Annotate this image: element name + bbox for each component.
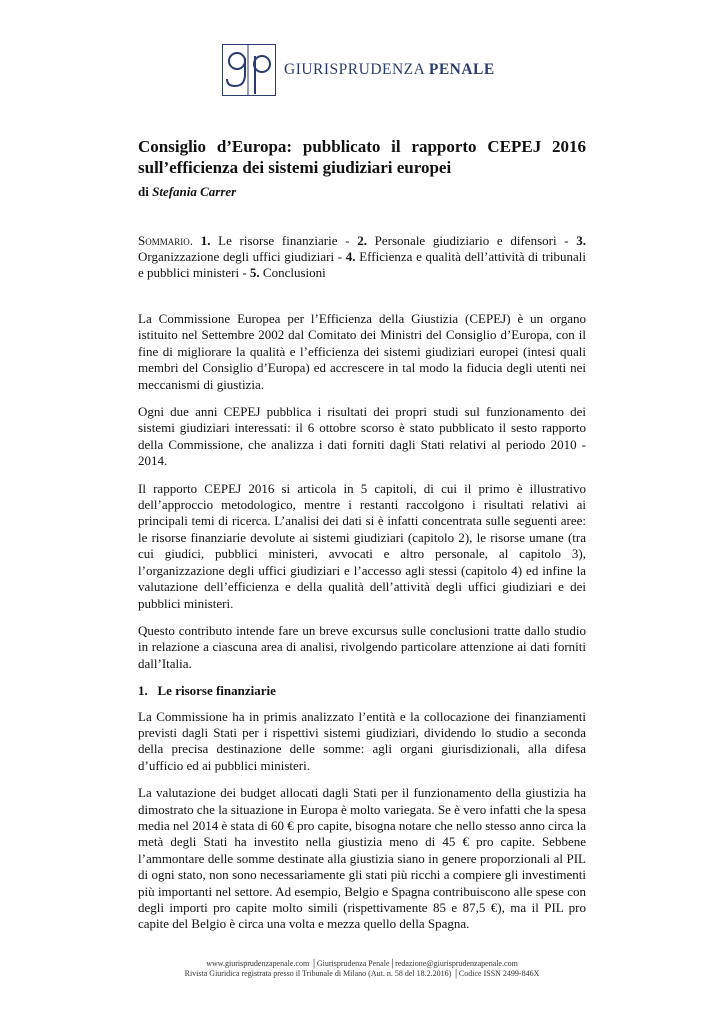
footer-line: www.giurisprudenzapenale.com │Giurisprudenza Penale│redazione@giurisprudenzapenale.com xyxy=(206,959,518,968)
summary-num: 2. xyxy=(357,233,367,248)
logo-text: GIURISPRUDENZA PENALE xyxy=(284,61,495,78)
summary-item: Le risorse finanziarie - xyxy=(218,233,350,248)
footer-line: Rivista Giuridica registrata presso il Tribunale di Milano (Aut. n. 58 del 18.2.2016) │Codice ISSN 2499-846X xyxy=(184,969,540,978)
article-body xyxy=(138,311,586,944)
page-footer xyxy=(0,959,724,979)
summary xyxy=(138,233,586,281)
article-title: Consiglio d’Europa: pubblicato il rapporto CEPEJ 2016 sull’efficienza dei sistemi giudiziari europei xyxy=(138,137,586,177)
body-paragraph: Il rapporto CEPEJ 2016 si articola in 5 capitoli, di cui il primo è illustrativo dell’approccio metodologico, mentre i restanti raccolgono i risultati relativi ai principali temi di ricerca. L’analisi dei dati si è infatti concentrata sulle seguenti aree: le risorse finanziarie devolute ai sistemi giudiziari (capitolo 2), le risorse umane (tra cui giudici, pubblici ministeri, avvocati e altro personale, al capitolo 3), l’organizzazione degli uffici giudiziari e l’accesso agli stessi (capitolo 4) ed infine la valutazione dell’efficienza e della qualità dell’attività degli uffici giudiziari e dei pubblici ministeri. xyxy=(138,480,586,611)
summary-item: Efficienza e qualità dell’attività di tribunali e pubblici ministeri - xyxy=(138,249,587,280)
author-prefix: di xyxy=(138,184,149,199)
summary-label: Sommario. xyxy=(138,233,193,248)
gp-monogram-icon xyxy=(222,44,276,96)
summary-num: 5. xyxy=(249,265,260,280)
summary-item: Personale giudiziario e difensori - xyxy=(374,233,569,248)
summary-num: 1. xyxy=(200,233,211,248)
author-name: Stefania Carrer xyxy=(152,184,237,199)
body-paragraph: Questo contributo intende fare un breve excursus sulle conclusioni tratte dallo studio in relazione a ciascuna area di analisi, rivolgendo particolare attenzione ai dati forniti dall’Italia. xyxy=(138,622,586,671)
body-paragraph: Ogni due anni CEPEJ pubblica i risultati dei propri studi sul funzionamento dei sistemi giudiziari interessati: il 6 ottobre scorso è stato pubblicato il sesto rapporto della Commissione, che analizza i dati forniti dagli Stati relativi al periodo 2010 - 2014. xyxy=(138,404,586,469)
logo xyxy=(222,44,495,96)
summary-num: 3. xyxy=(576,233,587,248)
summary-item: Organizzazione degli uffici giudiziari - xyxy=(138,249,343,264)
body-paragraph: La valutazione dei budget allocati dagli Stati per il funzionamento della giustizia ha dimostrato che la situazione in Europa è molto variegata. Se è vero infatti che la spesa media nel 2014 è stata di 60 € pro capite, bisogna notare che nello stesso anno circa la metà degli Stati ha investito nella giustizia meno di 45 € pro capite. Sebbene l’ammontare delle somme destinate alla giustizia siano in genere proporzionali al PIL di ogni stato, non sono necessariamente gli stati più ricchi a compiere gli investimenti più importanti nel settore. Ad esempio, Belgio e Spagna contribuiscono alle spese con degli importi pro capite molto simili (rispettivamente 85 e 87,5 €), ma il PIL pro capite del Belgio è circa una volta e mezza quello della Spagna. xyxy=(138,785,586,932)
summary-item: Conclusioni xyxy=(262,265,326,280)
body-paragraph: La Commissione Europea per l’Efficienza della Giustizia (CEPEJ) è un organo istituito nel Settembre 2002 dal Comitato dei Ministri del Consiglio d’Europa, con il fine di migliorare la qualità e l’efficienza dei sistemi giudiziari europei (intesi quali membri del Consiglio d’Europa) ed accrescere in tal modo la fiducia degli utenti nei meccanismi di giustizia. xyxy=(138,311,586,392)
body-paragraph: La Commissione ha in primis analizzato l’entità e la collocazione dei finanziamenti previsti dagli Stati per i rispettivi sistemi giudiziari, dividendo lo studio a seconda della precisa destinazione delle somme: agli organi giurisdizionali, alla difesa d’ufficio ed ai pubblici ministeri. xyxy=(138,708,586,773)
article-author xyxy=(138,184,236,200)
section-heading: 1. Le risorse finanziarie xyxy=(138,683,276,699)
summary-num: 4. xyxy=(345,249,356,264)
